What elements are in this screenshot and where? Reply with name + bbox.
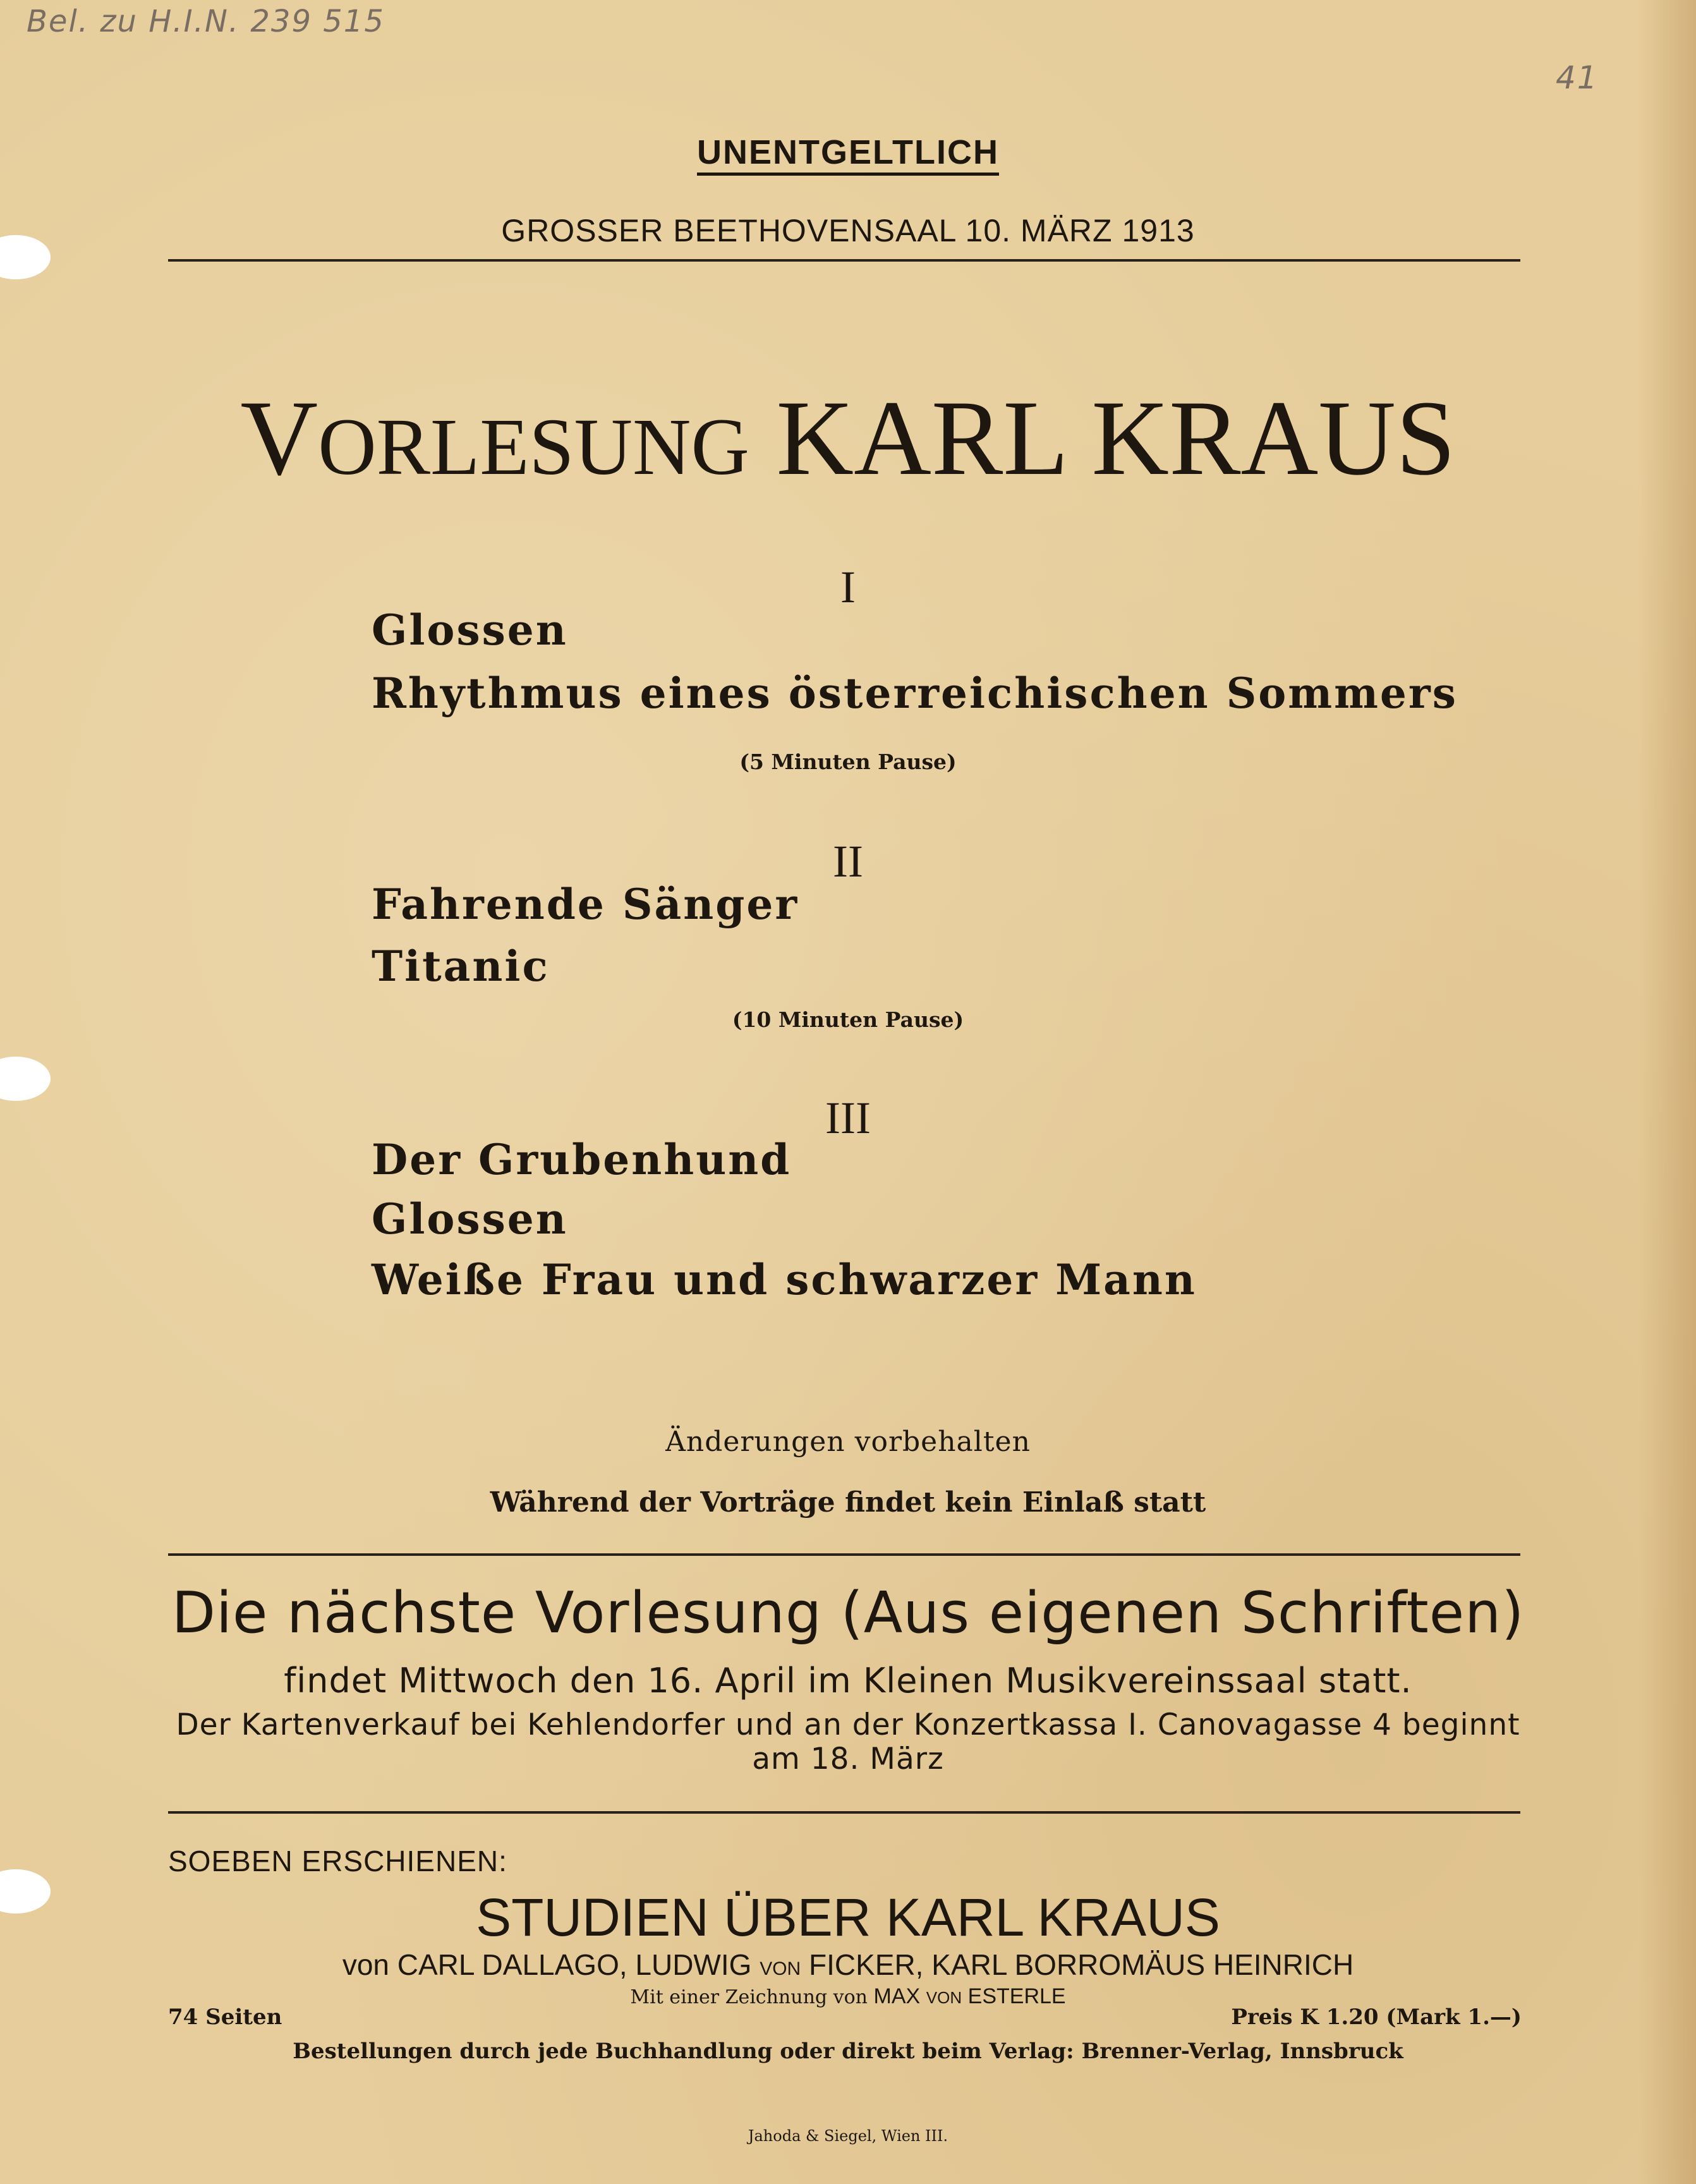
changes-note: Änderungen vorbehalten [665, 1426, 1031, 1458]
rule-bottom [168, 1811, 1520, 1814]
pause-note: (5 Minuten Pause) [739, 749, 957, 774]
order-info: Bestellungen durch jede Buchhandlung oder direkt beim Verlag: Brenner-Verlag, Innsbruck [293, 2039, 1403, 2064]
next-reading-line: am 18. März [752, 1742, 944, 1776]
pause-note: (10 Minuten Pause) [732, 1007, 964, 1032]
page-count: 74 Seiten [168, 2005, 282, 2030]
program-item: Titanic [372, 942, 550, 991]
next-reading-heading: Die nächste Vorlesung (Aus eigenen Schriften) [171, 1580, 1525, 1646]
illustration-credit: Mit einer Zeichnung von MAX VON ESTERLE [630, 1984, 1066, 2008]
program-item: Glossen [372, 605, 568, 655]
page-number-note: 41 [1556, 59, 1599, 96]
free-admission-label: UNENTGELTLICH [0, 133, 1696, 172]
program-item: Der Grubenhund [372, 1135, 792, 1184]
program-item: Glossen [372, 1194, 568, 1244]
no-entry-note: Während der Vorträge findet kein Einlaß statt [490, 1486, 1206, 1519]
program-item: Rhythmus eines österreichischen Sommers [372, 669, 1458, 718]
next-reading-line: findet Mittwoch den 16. April im Kleinen Musikvereinssaal statt. [284, 1661, 1412, 1701]
rule-middle [168, 1553, 1520, 1556]
program-item: Weiße Frau und schwarzer Mann [372, 1255, 1197, 1304]
part-numeral-2: II [833, 836, 863, 887]
part-numeral-3: III [825, 1093, 871, 1143]
book-title: STUDIEN ÜBER KARL KRAUS [476, 1888, 1220, 1947]
venue-date: GROSSER BEETHOVENSAAL 10. MÄRZ 1913 [501, 213, 1195, 248]
rule-top [168, 259, 1520, 262]
archive-note: Bel. zu H.I.N. 239 515 [27, 4, 385, 39]
price: Preis K 1.20 (Mark 1.—) [1231, 2005, 1522, 2030]
program-item: Fahrende Sänger [372, 880, 799, 929]
printer-imprint: Jahoda & Siegel, Wien III. [748, 2127, 948, 2145]
main-title: VORLESUNG KARL KRAUS [240, 379, 1456, 497]
part-numeral-1: I [840, 562, 856, 612]
just-published-label: SOEBEN ERSCHIENEN: [168, 1845, 507, 1878]
book-authors: von CARL DALLAGO, LUDWIG VON FICKER, KARL BORROMÄUS HEINRICH [342, 1948, 1354, 1981]
next-reading-line: Der Kartenverkauf bei Kehlendorfer und an der Konzertkassa I. Canovagasse 4 beginnt [176, 1708, 1520, 1742]
